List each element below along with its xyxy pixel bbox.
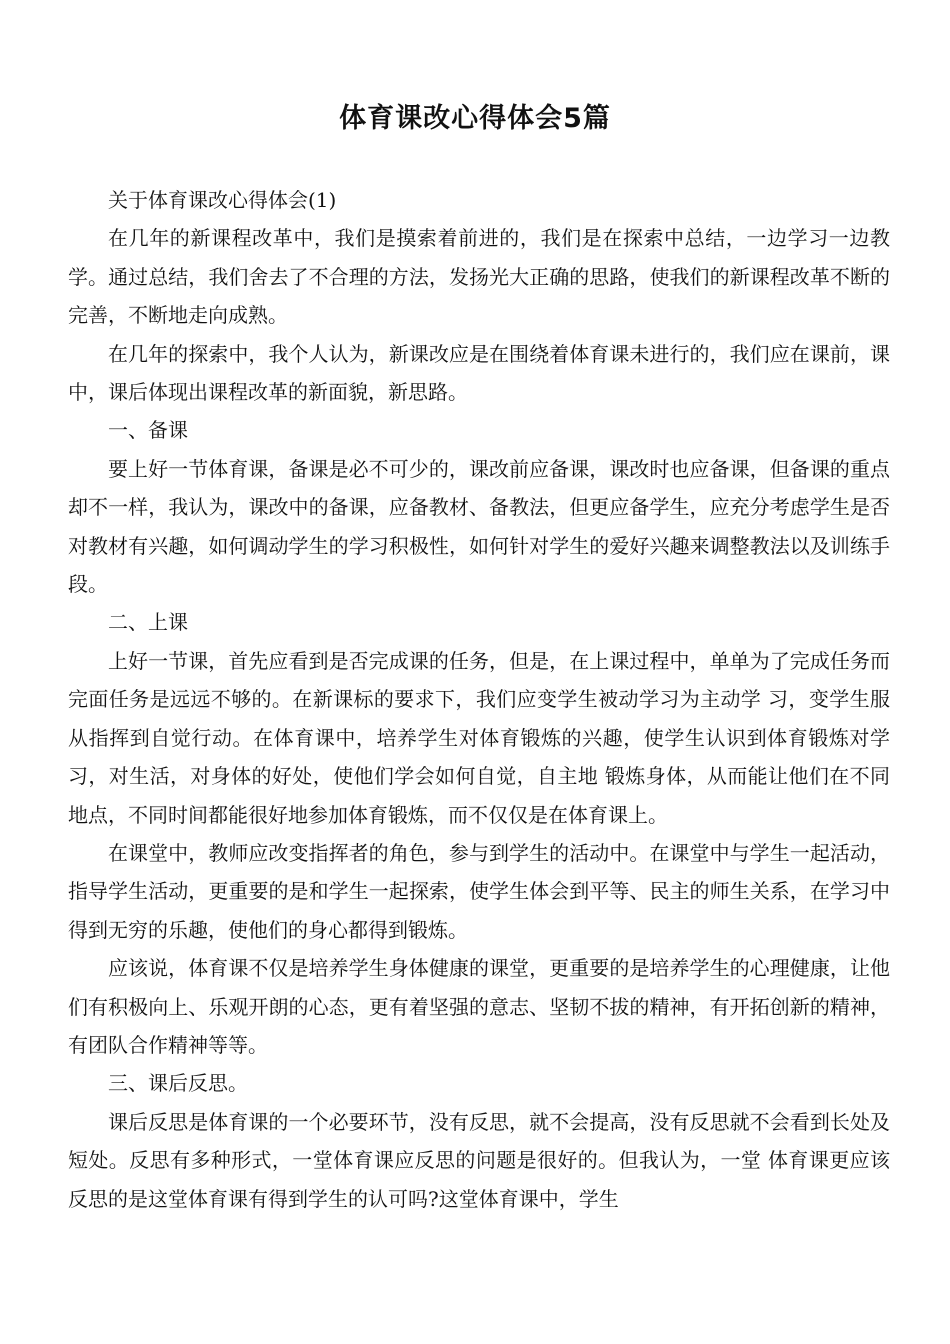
subheading-reflection: 三、课后反思。: [108, 1071, 248, 1096]
section-heading: 关于体育课改心得体会(1): [108, 188, 337, 212]
subheading-class: 二、上课: [108, 610, 188, 635]
paragraph: 上好一节课，首先应看到是否完成课的任务，但是，在上课过程中，单单为了完成任务而完面任务是远远不够的。在新课标的要求下，我们应变学生被动学习为主动学 习，变学生服从指挥到自觉行动。在体育课中，培养学生对体育锻炼的兴趣，使学生认识到体育锻炼对学习，对生活，对身体的好处，使他们学会如何自觉，自主地 锻炼身体，从而能让他们在不同地点，不同时间都能很好地参加体育锻炼，而不仅仅是在体育课上。: [68, 648, 890, 827]
paragraph: 应该说，体育课不仅是培养学生身体健康的课堂，更重要的是培养学生的心理健康，让他们有积极向上、乐观开朗的心态，更有着坚强的意志、坚韧不拔的精神，有开拓创新的精神，有团队合作精神等等。: [68, 956, 890, 1057]
paragraph: 课后反思是体育课的一个必要环节，没有反思，就不会提高，没有反思就不会看到长处及短处。反思有多种形式，一堂体育课应反思的问题是很好的。但我认为，一堂 体育课更应该反思的是这堂体育课有得到学生的认可吗?这堂体育课中，学生: [68, 1109, 890, 1211]
subheading-lesson-prep: 一、备课: [108, 418, 188, 443]
document-body: [68, 181, 890, 1218]
paragraph: 在几年的新课程改革中，我们是摸索着前进的，我们是在探索中总结，一边学习一边教学。通过总结，我们舍去了不合理的方法，发扬光大正确的思路，使我们的新课程改革不断的完善，不断地走向成熟。: [68, 226, 890, 328]
paragraph: 要上好一节体育课，备课是必不可少的，课改前应备课，课改时也应备课，但备课的重点却不一样，我认为，课改中的备课，应备教材、备教法，但更应备学生，应充分考虑学生是否对教材有兴趣，如何调动学生的学习积极性，如何针对学生的爱好兴趣来调整教法以及训练手段。: [68, 456, 890, 597]
paragraph: 在课堂中，教师应改变指挥者的角色，参与到学生的活动中。在课堂中与学生一起活动，指导学生活动，更重要的是和学生一起探索，使学生体会到平等、民主的师生关系，在学习中得到无穷的乐趣，使他们的身心都得到锻炼。: [68, 840, 890, 942]
paragraph: 在几年的探索中，我个人认为，新课改应是在围绕着体育课未进行的，我们应在课前，课中，课后体现出课程改革的新面貌，新思路。: [68, 341, 890, 405]
document-title: 体育课改心得体会5篇: [339, 103, 611, 134]
